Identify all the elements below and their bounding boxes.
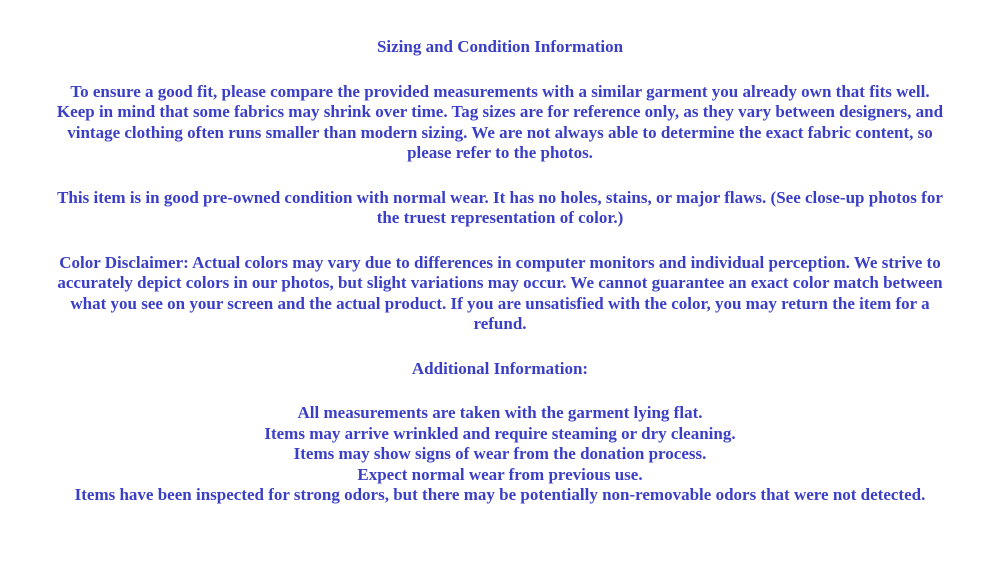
- additional-info-list: [52, 403, 948, 506]
- additional-info-item: Expect normal wear from previous use.: [357, 464, 643, 484]
- additional-info-item: Items have been inspected for strong odors, but there may be potentially non-removable odors that were not detected.: [74, 485, 926, 504]
- additional-info-item: Items may arrive wrinkled and require steaming or dry cleaning.: [264, 423, 736, 443]
- additional-info-item: Items may show signs of wear from the donation process.: [293, 444, 707, 463]
- additional-info-heading: Additional Information:: [411, 358, 589, 378]
- color-disclaimer-paragraph: Color Disclaimer: Actual colors may vary due to differences in computer monitors and individual perception. We strive to accurately depict colors in our photos, but slight variations may occur. We cannot guarantee an exact color match between what you see on your screen and the actual product. If you are unsatisfied with the color, you may return the item for a refund.: [57, 252, 943, 333]
- fit-paragraph: To ensure a good fit, please compare the provided measurements with a similar garment you already own that fits well. Keep in mind that some fabrics may shrink over time. Tag sizes are for reference only, as they vary between designers, and vintage clothing often runs smaller than modern sizing. We are not always able to determine the exact fabric content, so please refer to the photos.: [56, 81, 944, 162]
- sizing-condition-heading: Sizing and Condition Information: [376, 37, 624, 56]
- additional-info-item: All measurements are taken with the garment lying flat.: [297, 403, 703, 422]
- condition-paragraph: This item is in good pre-owned condition with normal wear. It has no holes, stains, or major flaws. (See close-up photos for the truest representation of color.): [57, 187, 943, 227]
